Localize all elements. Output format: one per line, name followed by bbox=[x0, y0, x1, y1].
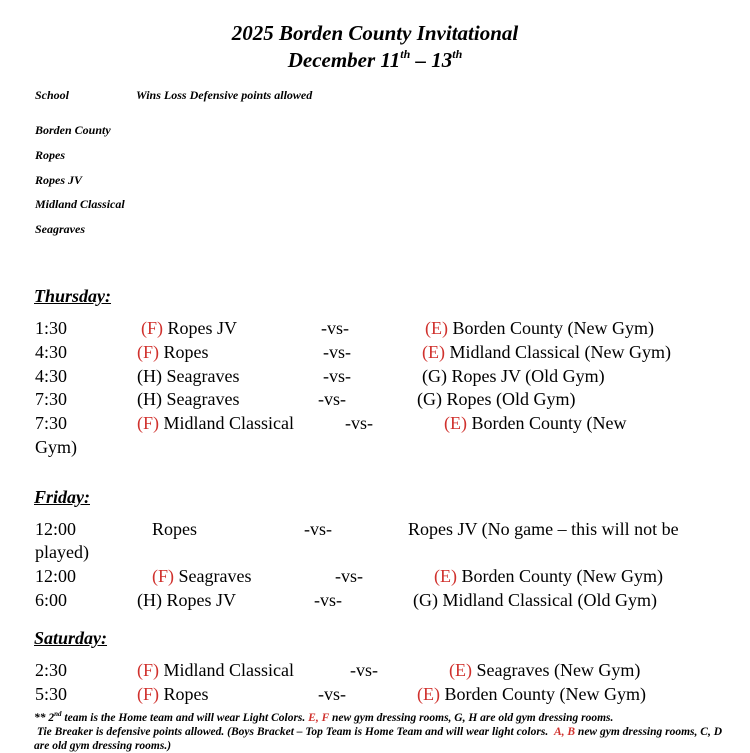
date-start: December 11 bbox=[287, 48, 401, 72]
vs-label: -vs- bbox=[318, 389, 346, 409]
footnote-line2-start: Tie Breaker is defensive points allowed. (Boys Bracket – Top Team is Home Team and will wear light colors. bbox=[36, 726, 549, 738]
game-time: 7:30 bbox=[35, 389, 68, 409]
vs-label: -vs- bbox=[318, 684, 346, 704]
away-room-tag: (E) bbox=[434, 566, 457, 586]
away-room-tag: (G) bbox=[422, 366, 447, 386]
home-team-name: Ropes JV bbox=[166, 590, 237, 610]
vs-label: -vs- bbox=[345, 413, 373, 433]
home-room-tag: (F) bbox=[137, 660, 159, 680]
home-room-tag: (F) bbox=[141, 318, 163, 338]
away-room-tag: (E) bbox=[444, 413, 467, 433]
footnote-line1-start: ** 2 bbox=[34, 712, 55, 724]
away-team bbox=[449, 660, 640, 681]
footnote-ordinal: nd bbox=[54, 710, 62, 718]
vs-label: -vs- bbox=[321, 318, 349, 338]
vs-label: -vs- bbox=[335, 566, 363, 586]
home-team bbox=[137, 366, 239, 387]
away-team-name: Midland Classical (Old Gym) bbox=[442, 590, 657, 610]
away-room-tag: (E) bbox=[417, 684, 440, 704]
away-team-name: Borden County (New Gym) bbox=[461, 566, 663, 586]
game-time: 12:00 bbox=[35, 519, 77, 539]
home-team bbox=[137, 413, 294, 434]
away-team bbox=[422, 366, 605, 387]
standings-col-stats: Wins Loss Defensive points allowed bbox=[136, 88, 313, 102]
away-room-tag: (E) bbox=[425, 318, 448, 338]
away-team bbox=[417, 389, 576, 410]
home-team-name: Midland Classical bbox=[163, 413, 294, 433]
game-time: 1:30 bbox=[35, 318, 68, 338]
away-team-name: Ropes (Old Gym) bbox=[446, 389, 576, 409]
home-team bbox=[137, 590, 236, 611]
standings-school: Ropes bbox=[35, 148, 65, 162]
page-title: 2025 Borden County Invitational bbox=[231, 21, 519, 45]
game-time: 12:00 bbox=[35, 566, 77, 586]
away-team-wrap: Gym) bbox=[35, 437, 77, 457]
away-team bbox=[413, 590, 657, 611]
standings-school: Borden County bbox=[35, 123, 111, 137]
away-team-name: Midland Classical (New Gym) bbox=[449, 342, 671, 362]
game-time: 7:30 bbox=[35, 413, 68, 433]
home-room-tag: (F) bbox=[137, 413, 159, 433]
vs-label: -vs- bbox=[304, 519, 332, 539]
away-room-tag: (G) bbox=[417, 389, 442, 409]
footnote bbox=[34, 707, 724, 753]
home-team-name: Ropes bbox=[152, 519, 197, 539]
footnote-line1-mid: team is the Home team and will wear Light Colors. bbox=[61, 712, 306, 724]
date-start-suffix: th bbox=[400, 47, 411, 61]
standings-school: Midland Classical bbox=[35, 197, 125, 211]
away-team-name: Seagraves (New Gym) bbox=[476, 660, 641, 680]
home-team-name: Seagraves bbox=[166, 389, 240, 409]
date-range bbox=[0, 47, 750, 73]
away-team-name: Borden County (New bbox=[471, 413, 627, 433]
away-team bbox=[425, 318, 654, 339]
home-room-tag: (H) bbox=[137, 590, 162, 610]
date-separator: – 13 bbox=[410, 48, 453, 72]
footnote-boys-new-gym-rooms: A, B bbox=[553, 726, 576, 738]
away-team bbox=[434, 566, 663, 587]
home-team-name: Ropes bbox=[163, 684, 209, 704]
day-heading-saturday: Saturday: bbox=[34, 628, 108, 648]
footnote-new-gym-rooms: E, F bbox=[308, 712, 330, 724]
home-team-name: Midland Classical bbox=[163, 660, 294, 680]
footnote-line1-end: new gym dressing rooms, G, H are old gym dressing rooms. bbox=[329, 712, 614, 724]
day-heading-thursday: Thursday: bbox=[34, 286, 112, 306]
home-team-name: Seagraves bbox=[166, 366, 240, 386]
home-room-tag: (F) bbox=[137, 342, 159, 362]
home-room-tag: (F) bbox=[152, 566, 174, 586]
standings-school: Seagraves bbox=[35, 222, 85, 236]
day-heading-friday: Friday: bbox=[34, 487, 90, 507]
away-team-name: Borden County (New Gym) bbox=[444, 684, 646, 704]
home-team-name: Ropes bbox=[163, 342, 209, 362]
home-team-name: Seagraves bbox=[178, 566, 252, 586]
home-team-name: Ropes JV bbox=[167, 318, 238, 338]
home-team bbox=[141, 318, 237, 339]
home-room-tag: (H) bbox=[137, 366, 162, 386]
vs-label: -vs- bbox=[323, 366, 351, 386]
away-team bbox=[408, 519, 679, 540]
away-room-tag: (E) bbox=[422, 342, 445, 362]
away-room-tag: (G) bbox=[413, 590, 438, 610]
home-team bbox=[152, 519, 197, 540]
away-team bbox=[444, 413, 626, 434]
away-team-name: Borden County (New Gym) bbox=[452, 318, 654, 338]
vs-label: -vs- bbox=[323, 342, 351, 362]
away-room-tag: (E) bbox=[449, 660, 472, 680]
game-time: 4:30 bbox=[35, 366, 68, 386]
away-team-name: Ropes JV (Old Gym) bbox=[451, 366, 605, 386]
home-team bbox=[137, 389, 239, 410]
away-team-name: Ropes JV (No game – this will not be bbox=[408, 519, 679, 539]
away-team-wrap: played) bbox=[35, 542, 89, 562]
away-team bbox=[422, 342, 671, 363]
standings-school: Ropes JV bbox=[35, 173, 83, 187]
home-team bbox=[137, 684, 209, 705]
footnote-line2-end: new gym dressing rooms, C, D are old gym dressing rooms.) bbox=[34, 726, 723, 752]
date-end-suffix: th bbox=[452, 47, 463, 61]
game-time: 2:30 bbox=[35, 660, 68, 680]
home-team bbox=[152, 566, 251, 587]
vs-label: -vs- bbox=[314, 590, 342, 610]
game-time: 5:30 bbox=[35, 684, 68, 704]
game-time: 6:00 bbox=[35, 590, 68, 610]
standings-col-school: School bbox=[35, 88, 70, 102]
vs-label: -vs- bbox=[350, 660, 378, 680]
away-team bbox=[417, 684, 646, 705]
home-team bbox=[137, 660, 294, 681]
game-time: 4:30 bbox=[35, 342, 68, 362]
home-room-tag: (F) bbox=[137, 684, 159, 704]
home-team bbox=[137, 342, 209, 363]
home-room-tag: (H) bbox=[137, 389, 162, 409]
